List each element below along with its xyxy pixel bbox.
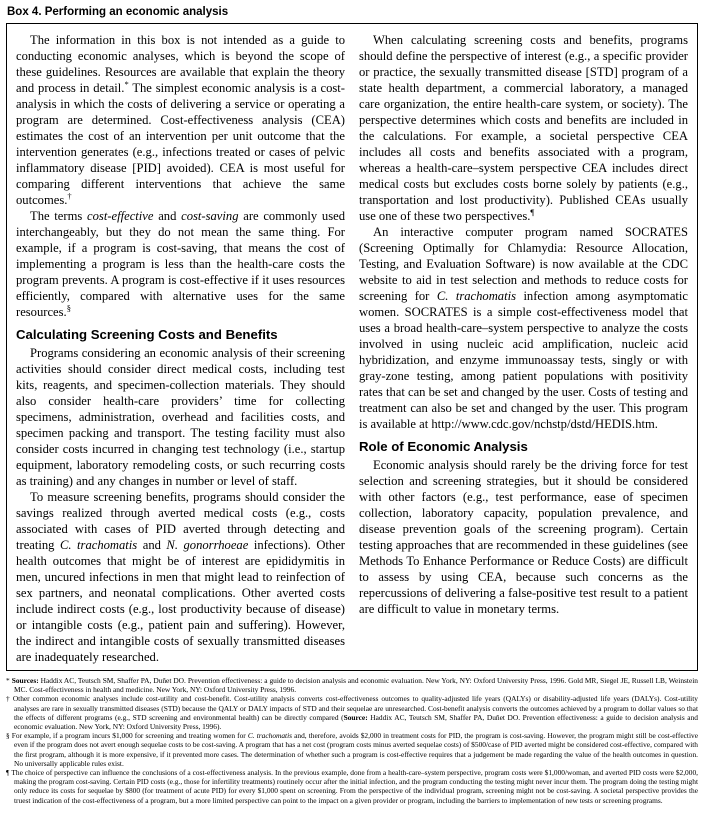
paragraph: An interactive computer program named SOCRATES (Screening Optimally for Chlamydia: Resource Allocation, Testing, and Evaluation Software) is now available at the CDC website to aid in test selection and methods to reduce costs for screening for C. trachomatis infection among asymptomatic women. SOCRATES is a simple cost-effectiveness model that uses a broad health-care–system perspective to analyze the costs involved in using nucleic acid amplification, nucleic acid hybridization, and enzyme immunoassay tests, singly or with gray-zone testing, among patient populations with positivity rates that can be set and changed by the user. Costs of testing and treatment can also be set and changed by the user. This program is available at http://www.cdc.gov/nchstp/dstd/HEDIS.htm. xyxy=(359,225,688,431)
footnote-item xyxy=(6,676,698,694)
footnote-marker: § xyxy=(6,731,10,741)
section-heading: Role of Economic Analysis xyxy=(359,439,528,454)
footnote-item xyxy=(6,768,698,805)
footnotes-section xyxy=(6,676,698,805)
footnote-text: Other common economic analyses include cost-utility and cost-benefit. Cost-utility analysis converts cost-effectiveness outcomes to quality-adjusted life years (QALYs) or disability-adjusted life years (DALYs). Cost-utility analyses are rare in sexually transmitted diseases (STD) because the QALY or DALY impacts of STD and their sequelae are unresearched. Cost-benefit analysis converts the outcomes achieved by a program to dollar values so that the effects of different programs (e.g., STD screening and environmental health) can be directly compared (Source: Haddix AC, Teutsch SM, Shaffer PA, Duñet DO. Prevention effectiveness: a guide to decision analysis and economic evaluation. New York, NY: Oxford University Press, 1996). xyxy=(12,694,698,732)
footnote-marker: ¶ xyxy=(6,768,10,778)
box-title: Box 4. Performing an economic analysis xyxy=(7,6,229,18)
paragraph: The information in this box is not intended as a guide to conducting economic analyses, which is beyond the scope of these guidelines. Resources are available that explain the theory and process in detail.* The simplest economic analysis is a cost-analysis in which the costs of delivering a service or operating a program are determined. Cost-effectiveness analysis (CEA) estimates the cost of an intervention per unit outcome that the intervention generates (e.g., infections treated or cases of pelvic inflammatory disease [PID] avoided). CEA is most useful for comparing different interventions that achieve the same outcomes.† xyxy=(16,33,345,207)
paragraph: The terms cost-effective and cost-saving are commonly used interchangeably, but they do not mean the same thing. For example, if a program is cost-saving, that means the cost of implementing a program is less than the health-care costs the program prevents. A program is cost-effective if it uses resources efficiently, compared with alternative uses for the same resources.§ xyxy=(16,209,346,319)
paragraph: When calculating screening costs and benefits, programs should define the perspective of interest (e.g., a specific provider or practice, the sexually transmitted disease [STD] program of a state health department, a commercial laboratory, a managed care organization, the entire health-care system, or society). The perspective determines which costs and benefits are included in the calculations. For example, a societal perspective CEA includes all costs and benefits associated with a program, whereas a health-care–system perspective CEA includes direct medical costs but excludes costs borne solely by patients (e.g., transportation and lost productivity). Published CEAs usually use one of these two perspectives.¶ xyxy=(359,33,688,223)
left-column xyxy=(16,32,345,664)
footnote-text: Sources: Haddix AC, Teutsch SM, Shaffer PA, Duñet DO. Prevention effectiveness: a guide to decision analysis and economic evaluation. New York, NY: Oxford University Press, 1996. Gold MR, Siegel JE, Russell LB, Weinstein MC. Cost-effectiveness in health and medicine. New York, NY: Oxford University Press, 1996. xyxy=(11,676,698,695)
footnote-text: For example, if a program incurs $1,000 for screening and treating women for C. trachomatis and, therefore, avoids $2,000 in treatment costs for PID, the program is cost-saving. However, the program might still be cost-effective even if the program does not avert enough sequelae costs to be cost-saving. A program that has a net cost (program costs minus averted sequelae costs) of $500/case of PID averted might be considered cost-effective, compared with the first program, although it is more expensive, if it prevented more cases. The determination of whether such a program is cost-effective requires that a judgement be made regarding the value of the health outcomes in question. No universally applicable rules exist. xyxy=(11,731,698,768)
economic-analysis-box xyxy=(6,23,698,671)
footnote-text: The choice of perspective can influence the conclusions of a cost-effectiveness analysis. In the previous example, done from a health-care–system perspective, program costs were $1,000/woman, and averted PID costs were $2,000, making the program cost-saving. Certain PID costs (e.g., those for infertility treatments) routinely occur after the initial infection, and the program conducting the testing might never incur them. The program doing the testing might only reduce its costs for sequelae by $800 (for treatment of acute PID) for every $1,000 spent on screening. From the perspective of the individual program, screening might not be cost-saving. A societal perspective provides the truest indication of the cost-effectiveness of a program, but a more limited perspective can point to the impact on a given provider or program, including the barriers to implementation of new tests or screening programs. xyxy=(11,768,698,805)
footnote-item xyxy=(6,694,698,731)
paragraph: To measure screening benefits, programs should consider the savings realized through averted medical costs (e.g., costs associated with cases of PID averted through detecting and treating C. trachomatis and N. gonorrhoeae infections). Other health outcomes that might be of interest are epididymitis in men, uncured infections in men that might lead to reinfection of sex partners, and neonatal complications. Other averted costs include indirect costs (e.g., lost productivity because of disease) or intangible costs (e.g., patient pain and suffering). However, the indirect and intangible costs of sexually transmitted diseases are inadequately researched. xyxy=(16,490,346,664)
section-heading: Calculating Screening Costs and Benefits xyxy=(16,327,278,342)
right-column xyxy=(359,32,688,664)
paragraph: Economic analysis should rarely be the driving force for test selection and screening strategies, but it should be considered with other factors (e.g., test performance, ease of specimen collection, laboratory capacity, population prevalence, and disease prevention goals of the screening program). Certain testing approaches that are recommended in these guidelines (see Methods To Enhance Performance or Reduce Costs) are difficult to assess by using CEA, because such concerns as the repercussions of delivering a false-positive test result to a patient are difficult to value in monetary terms. xyxy=(359,458,688,616)
paragraph: Programs considering an economic analysis of their screening activities should consider direct medical costs, including test kits, reagents, and specimen-collection materials. They should also consider health-care providers’ time for collecting specimens, administration, overhead and facilities costs, and specimen packing and transport. The testing facility must also consider costs incurred in changing test technology (i.e., startup equipment, laboratory remodeling costs, or such recurring costs as training) and any changes in number or level of staff. xyxy=(16,346,345,488)
footnote-item xyxy=(6,731,698,768)
footnote-marker: * xyxy=(6,676,10,685)
footnote-marker: † xyxy=(6,694,11,704)
